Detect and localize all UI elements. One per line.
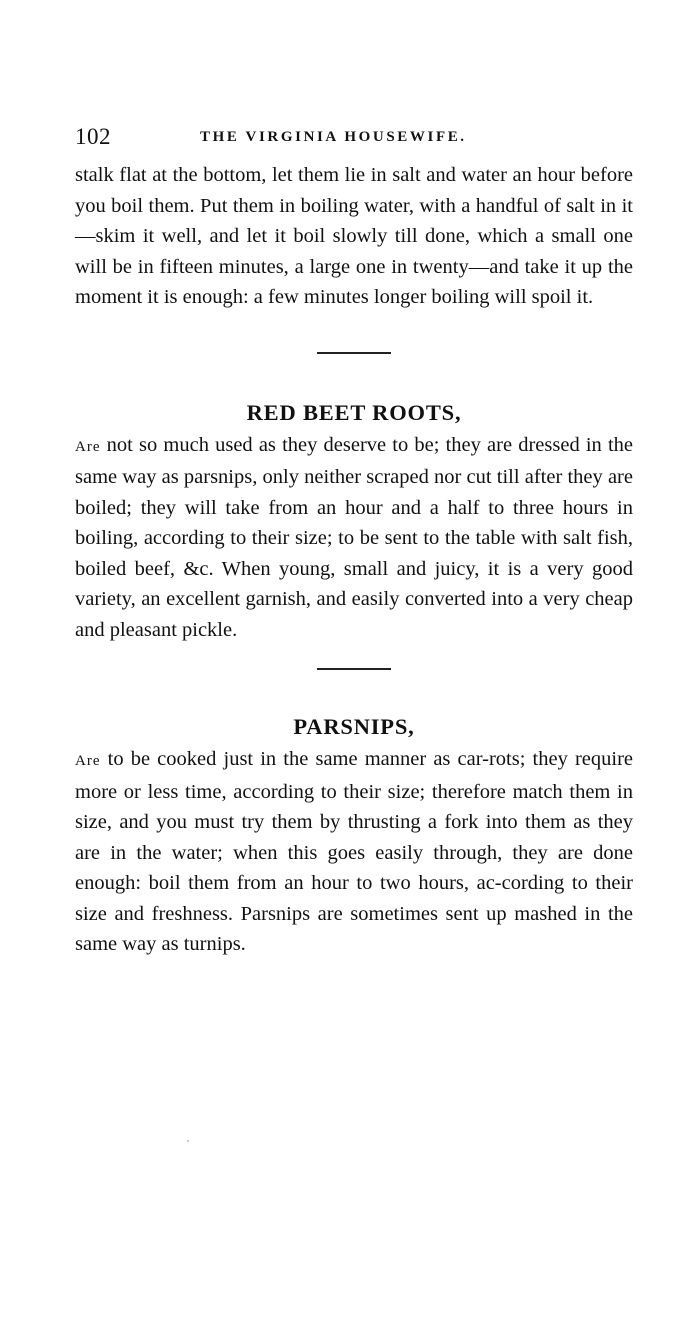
page-number: 102 [75,124,111,149]
continuation-paragraph: stalk flat at the bottom, let them lie in salt and water an hour before you boil them. Put them in boiling water, with a handful of salt in it—skim it well, and let it boil slowly till done, which a small one will be in fifteen minutes, a large one in twenty—and take it up the moment it is enough: a few minutes longer boiling will spoil it. [75,164,633,308]
section-heading-parsnips: PARSNIPS, [293,714,415,739]
paragraph-body: to be cooked just in the same manner as car-rots; they require more or less time, according to their size; therefore match them in size, and you must try them by thrusting a fork into them as they are in the water; when this goes easily through, they are done enough: boil them from an hour to two hours, ac-cording to their size and freshness. Parsnips are sometimes sent up mashed in the same way as turnips. [75,748,633,955]
running-title: THE VIRGINIA HOUSEWIFE. [200,129,467,145]
section-divider [317,668,391,670]
paper-fleck [187,1140,189,1142]
book-page [75,124,633,960]
parsnips-paragraph [75,744,633,960]
section-divider [317,352,391,354]
lead-word: Are [75,753,101,769]
paragraph-body: not so much used as they deserve to be; they are dressed in the same way as parsnips, only neither scraped nor cut till after they are boiled; they will take from an hour and a half to three hours in boiling, according to their size; to be sent to the table with salt fish, boiled beef, &c. When young, small and juicy, it is a very good variety, an excellent garnish, and easily converted into a very cheap and pleasant pickle. [75,433,633,641]
red-beet-roots-paragraph [75,430,633,646]
section-heading-red-beet-roots: RED BEET ROOTS, [246,399,462,425]
lead-word: Are [75,438,101,455]
running-head [75,124,633,158]
